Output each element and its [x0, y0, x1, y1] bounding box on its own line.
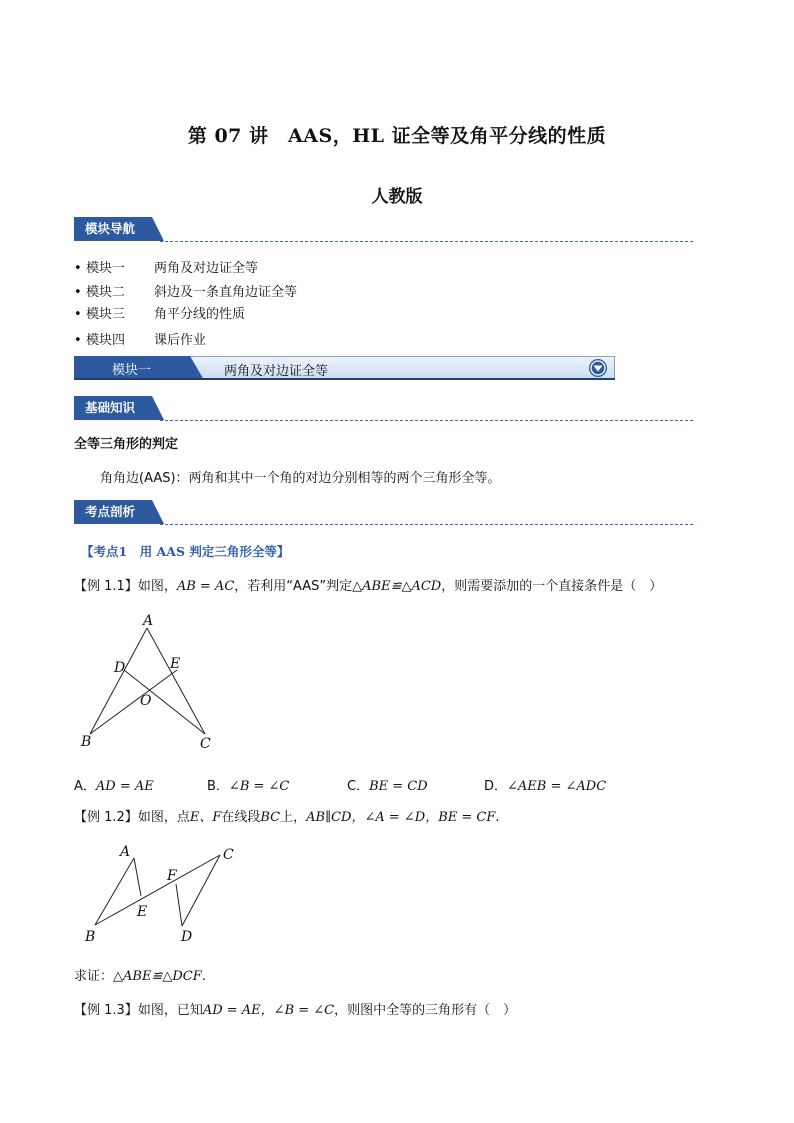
- divider: [160, 420, 693, 421]
- bullet: •: [74, 261, 82, 276]
- nav-item-text: 斜边及一条直角边证全等: [154, 285, 298, 300]
- prove-statement: [74, 965, 206, 984]
- math: △ABE≌△DCF: [113, 969, 202, 984]
- math: BC: [260, 810, 281, 825]
- module-banner[interactable]: [74, 356, 615, 380]
- option-letter: D．: [484, 779, 508, 794]
- math: AB = AC: [176, 579, 235, 594]
- option-value: ∠B = ∠C: [228, 779, 290, 794]
- point-label: E: [137, 904, 148, 920]
- bullet: •: [74, 285, 82, 300]
- nav-module-label: 模块四: [86, 333, 126, 348]
- point-label: B: [85, 929, 96, 945]
- point-label: C: [223, 847, 234, 863]
- bullet: •: [74, 333, 82, 348]
- section-tag-label: 考点剖析: [85, 504, 136, 519]
- figure-1-2: [78, 840, 248, 950]
- nav-item-1[interactable]: [74, 257, 258, 276]
- option-c[interactable]: [347, 775, 428, 794]
- module-banner-title: 两角及对边证全等: [224, 364, 329, 379]
- text: ，若利用“AAS”判定: [234, 579, 353, 594]
- prove-label: 求证：: [74, 969, 114, 984]
- point-label: O: [140, 693, 152, 709]
- point-label: A: [143, 613, 154, 629]
- nav-module-label: 模块一: [86, 261, 126, 276]
- option-b[interactable]: [207, 775, 289, 794]
- edition-subtitle: 人教版: [371, 187, 423, 207]
- example-label: 【例 1.2】: [74, 810, 138, 825]
- example-label: 【例 1.1】: [74, 579, 138, 594]
- example-1-3-question: [74, 999, 516, 1018]
- figure-triangle-1-1: [74, 608, 234, 758]
- point-label: E: [170, 656, 181, 672]
- nav-item-2[interactable]: [74, 281, 297, 300]
- text: 上，: [280, 810, 307, 825]
- nav-module-label: 模块三: [86, 307, 126, 322]
- option-value: AD = AE: [95, 779, 154, 794]
- example-1-2-question: [74, 806, 500, 825]
- point-label: C: [200, 736, 211, 752]
- text: .: [495, 810, 500, 825]
- basics-text: 角角边(AAS)：两角和其中一个角的对边分别相等的两个三角形全等。: [100, 471, 501, 486]
- option-letter: B．: [207, 779, 229, 794]
- point-label: A: [120, 844, 131, 860]
- section-tag-label: 模块导航: [85, 221, 136, 236]
- math: △ABE≌△ACD: [352, 579, 442, 594]
- nav-item-text: 两角及对边证全等: [154, 261, 259, 276]
- chevron-down-circle-icon[interactable]: [588, 358, 608, 378]
- nav-module-label: 模块二: [86, 285, 126, 300]
- nav-item-4[interactable]: [74, 329, 206, 348]
- text: .: [201, 969, 206, 984]
- point-label: F: [167, 868, 177, 884]
- text: 在线段: [221, 810, 261, 825]
- nav-item-3[interactable]: [74, 303, 245, 322]
- basics-subheading: 全等三角形的判定: [74, 437, 179, 452]
- option-value: ∠AEB = ∠ADC: [507, 779, 607, 794]
- page-title: 第 07 讲 AAS，HL 证全等及角平分线的性质: [187, 125, 607, 147]
- point-label: D: [114, 660, 126, 676]
- math: E、F: [189, 810, 222, 825]
- option-a[interactable]: [74, 775, 154, 794]
- module-banner-tag: 模块一: [112, 363, 152, 378]
- divider: [160, 241, 693, 242]
- module-banner-bg: [74, 356, 615, 380]
- point-label: B: [81, 734, 92, 750]
- option-value: BE = CD: [369, 779, 428, 794]
- section-tag-label: 基础知识: [85, 400, 136, 415]
- example-1-1-question: [74, 575, 662, 594]
- nav-item-text: 角平分线的性质: [154, 307, 246, 322]
- example-label: 【例 1.3】: [74, 1003, 138, 1018]
- option-letter: C．: [347, 779, 370, 794]
- nav-item-text: 课后作业: [154, 333, 207, 348]
- text: 如图，: [137, 579, 177, 594]
- text: ，则需要添加的一个直接条件是（ ）: [441, 579, 663, 594]
- math: AD = AE，∠B = ∠C: [202, 1003, 335, 1018]
- text: 如图，点: [137, 810, 190, 825]
- text: 如图，已知: [137, 1003, 203, 1018]
- option-d[interactable]: [484, 775, 606, 794]
- math: AB∥CD，∠A = ∠D，BE = CF: [306, 810, 496, 825]
- point-label: D: [181, 929, 193, 945]
- section-tag-nav: [74, 217, 164, 241]
- text: ，则图中全等的三角形有（ ）: [334, 1003, 517, 1018]
- section-tag-analysis: [74, 500, 164, 524]
- divider: [160, 524, 693, 525]
- section-tag-basics: [74, 396, 164, 420]
- option-letter: A．: [74, 779, 96, 794]
- exam-point-heading: 【考点1 用 AAS 判定三角形全等】: [81, 544, 290, 559]
- bullet: •: [74, 307, 82, 322]
